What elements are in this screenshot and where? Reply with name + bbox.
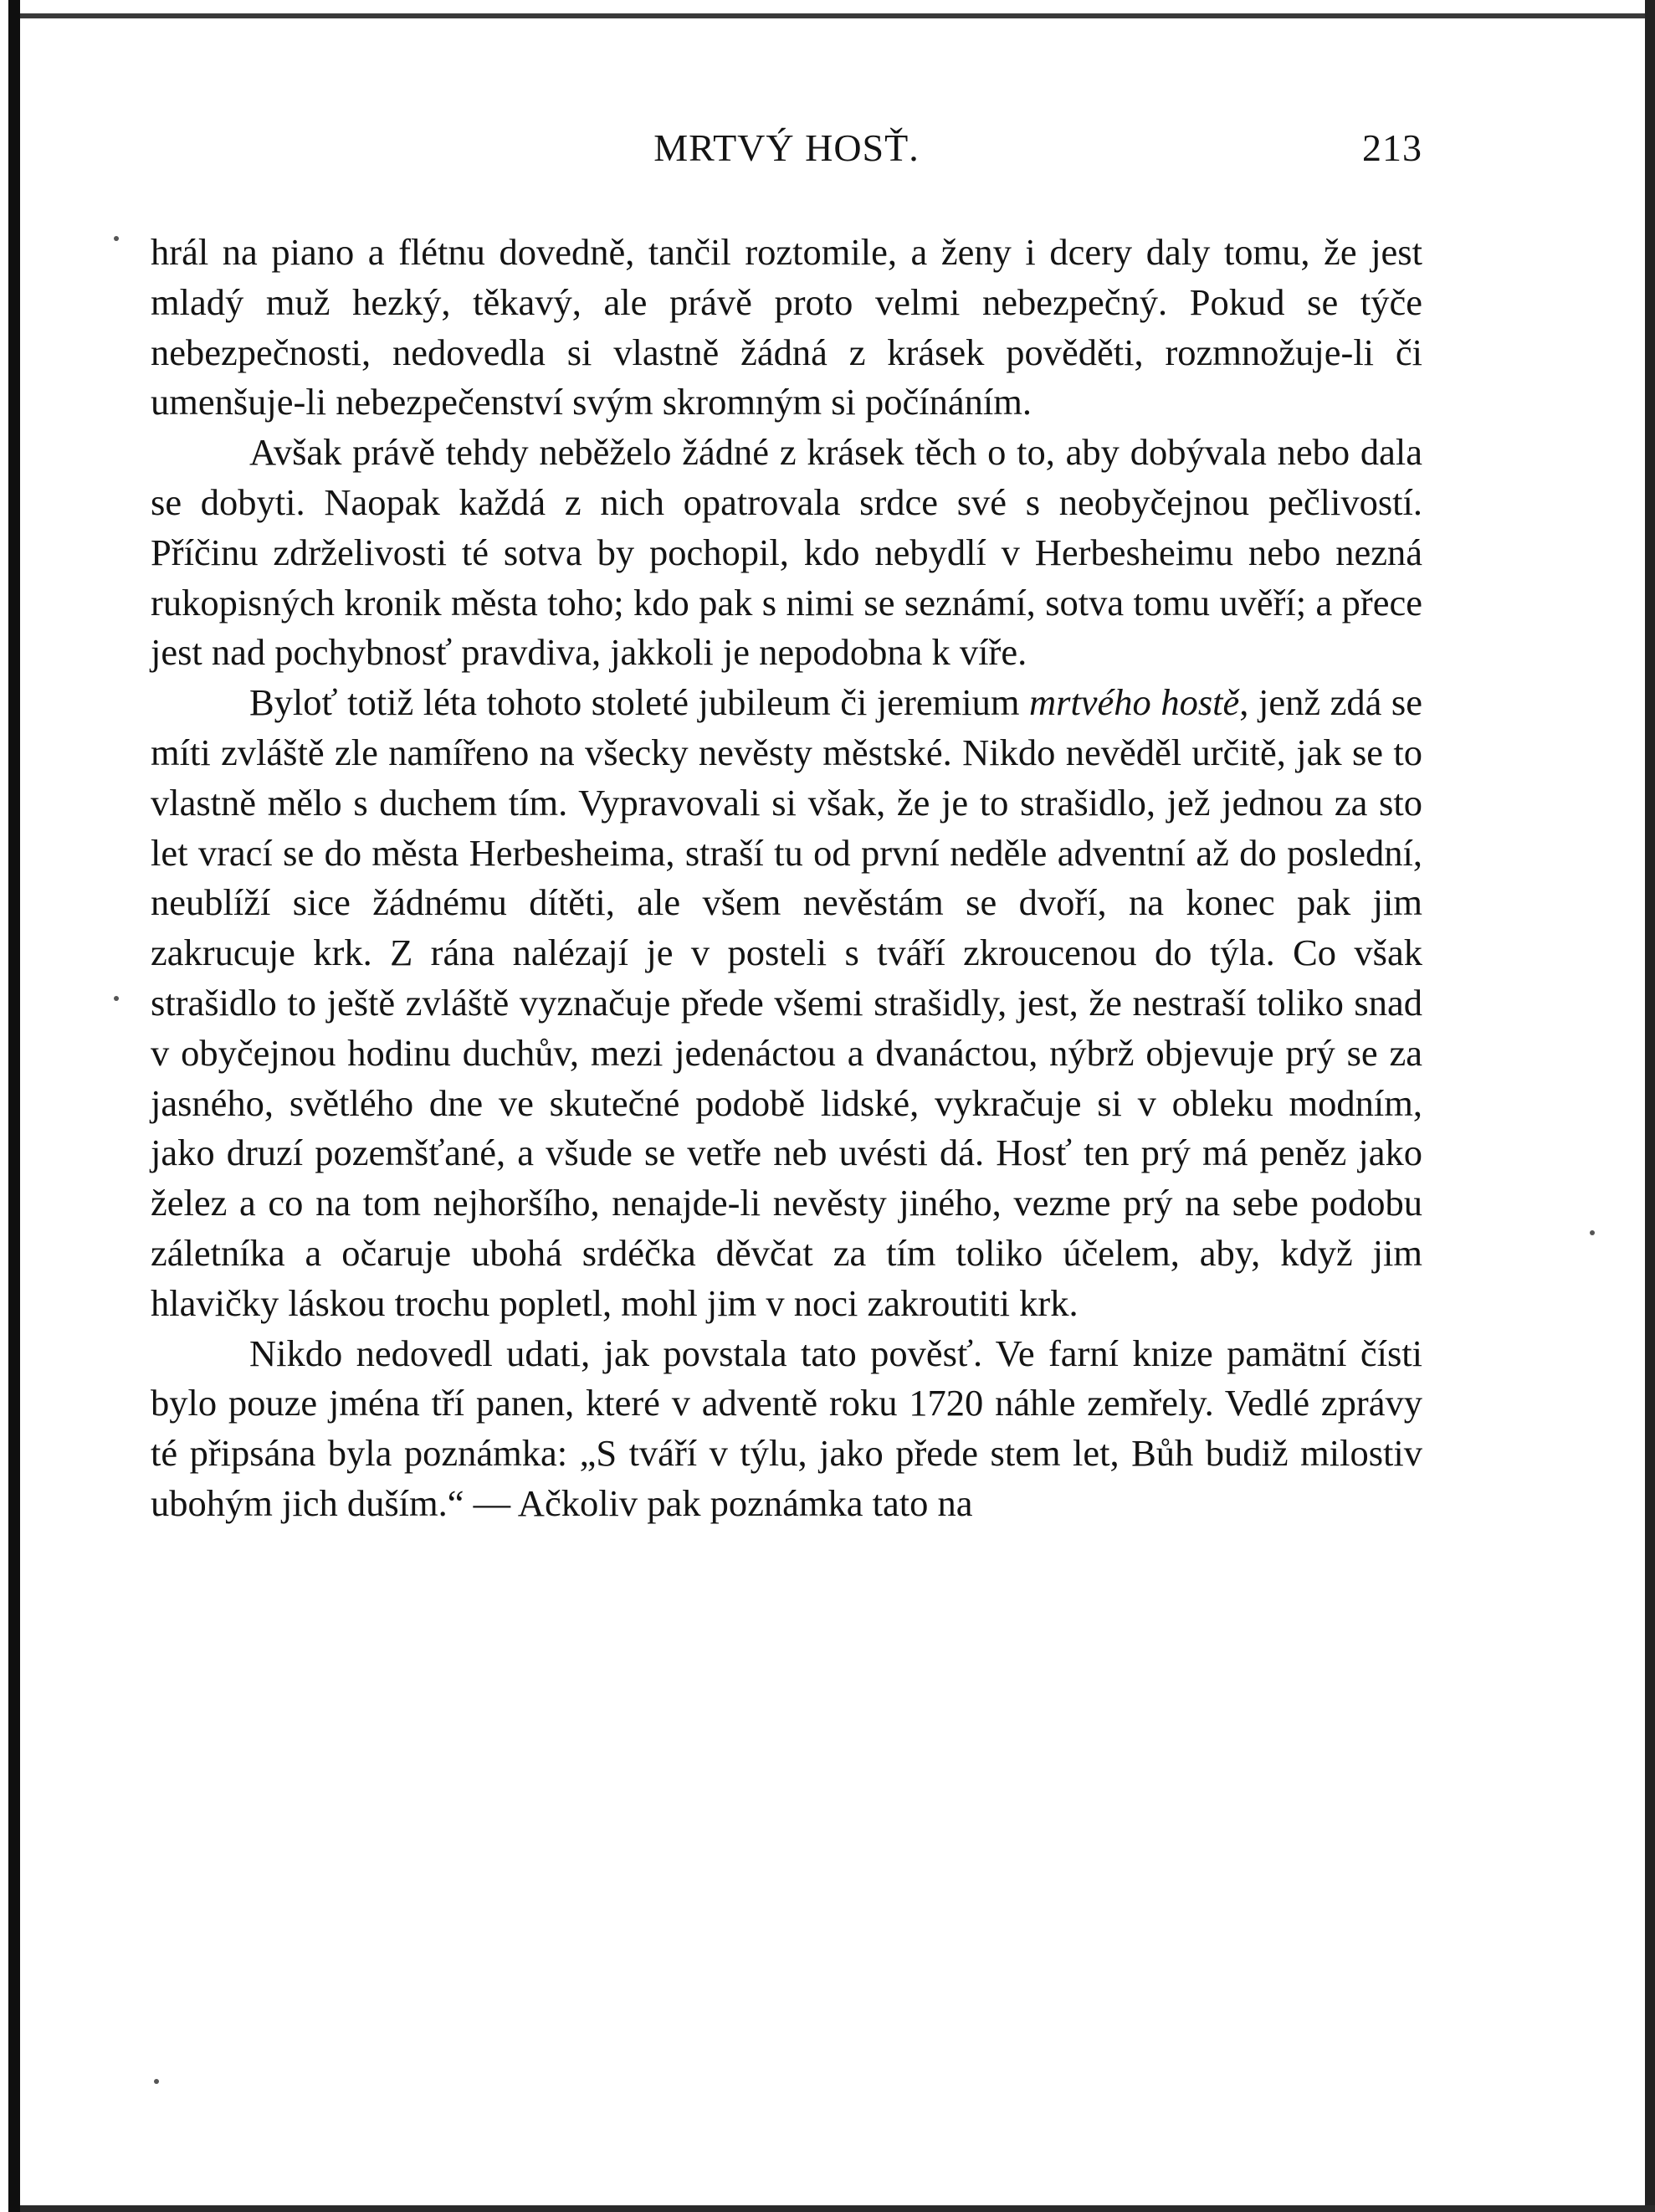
- body-text: [151, 228, 1422, 1529]
- scan-speck: [114, 996, 119, 1001]
- paragraph-4: Nikdo nedovedl udati, jak povstala tato pověsť. Ve farní knize pamätní čísti bylo pouze jména tří panen, které v adventě roku 1720 náhle zemřely. Vedlé zprávy té připsána byla poznámka: „S tváří v týlu, jako přede stem let, Bůh budiž milostiv ubohým jich duším.“ — Ačkoliv pak poznámka tato na: [151, 1332, 1422, 1524]
- paragraph-1: hrál na piano a flétnu dovedně, tančil roztomile, a ženy i dcery daly tomu, že jest mladý muž hezký, těkavý, ale právě proto velmi nebezpečný. Pokud se týče nebezpečnosti, nedovedla si vlastně žádná z krásek pověděti, rozmnožuje-li či umenšuje-li nebezpečenství svým skromným si počínáním.: [151, 231, 1422, 423]
- paragraph-2: Avšak právě tehdy neběželo žádné z krásek těch o to, aby dobývala nebo dala se dobyti. Naopak každá z nich opatrovala srdce své s neobyčejnou pečlivostí. Příčinu zdrželivosti té sotva by pochopil, kdo nebydlí v Herbesheimu nebo nezná rukopisných kronik města toho; kdo pak s nimi se seznámí, sotva tomu uvěří; a přece jest nad pochybnosť pravdiva, jakkoli je nepodobna k víře.: [151, 431, 1422, 674]
- italic-phrase: mrtvého hostě: [1028, 681, 1240, 724]
- page-edge-right: [1645, 0, 1655, 2212]
- page-number: 213: [1362, 126, 1422, 169]
- paragraph-3: [151, 678, 1422, 1328]
- scan-speck: [1590, 1230, 1595, 1235]
- scan-speck: [114, 236, 119, 241]
- scan-speck: [154, 2079, 159, 2084]
- page-edge-bottom: [20, 2205, 1655, 2212]
- page-edge-top: [20, 13, 1655, 18]
- running-header: [151, 126, 1422, 176]
- paragraph-3-rest: , jenž zdá se míti zvláště zle namířeno na všecky nevěsty městské. Nikdo nevěděl určitě, jak se to vlastně mělo s duchem tím. Vypravovali si však, že je to strašidlo, jež jednou za sto let vrací se do města Herbesheima, straší tu od první neděle adventní až do poslední, neublíží sice žádnému dítěti, ale všem nevěstám se dvoří, na konec pak jim zakrucuje krk. Z rána nalézají je v posteli s tváří zkroucenou do týla. Co však strašidlo to ještě zvláště vyznačuje přede všemi strašidly, jest, že nestraší toliko snad v obyčejnou hodinu duchův, mezi jedenáctou a dvanáctou, nýbrž objevuje prý se za jasného, světlého dne ve skutečné podobě lidské, vykračuje si v obleku modním, jako druzí pozemšťané, a všude se vetře neb uvésti dá. Hosť ten prý má peněz jako želez a co na tom nejhoršího, nenajde-li nevěsty jiného, vezme prý na sebe podobu záletníka a očaruje ubohá srdéčka děvčat za tím toliko účelem, aby, když jim hlavičky láskou trochu popletl, mohl jim v noci zakroutiti krk.: [151, 681, 1422, 1324]
- page-edge-left: [8, 0, 20, 2212]
- paragraph-3-lead: Byloť totiž léta tohoto stoleté jubileum či jeremium: [249, 681, 1029, 724]
- chapter-title: MRTVÝ HOSŤ.: [653, 126, 920, 169]
- book-page: [151, 126, 1422, 1529]
